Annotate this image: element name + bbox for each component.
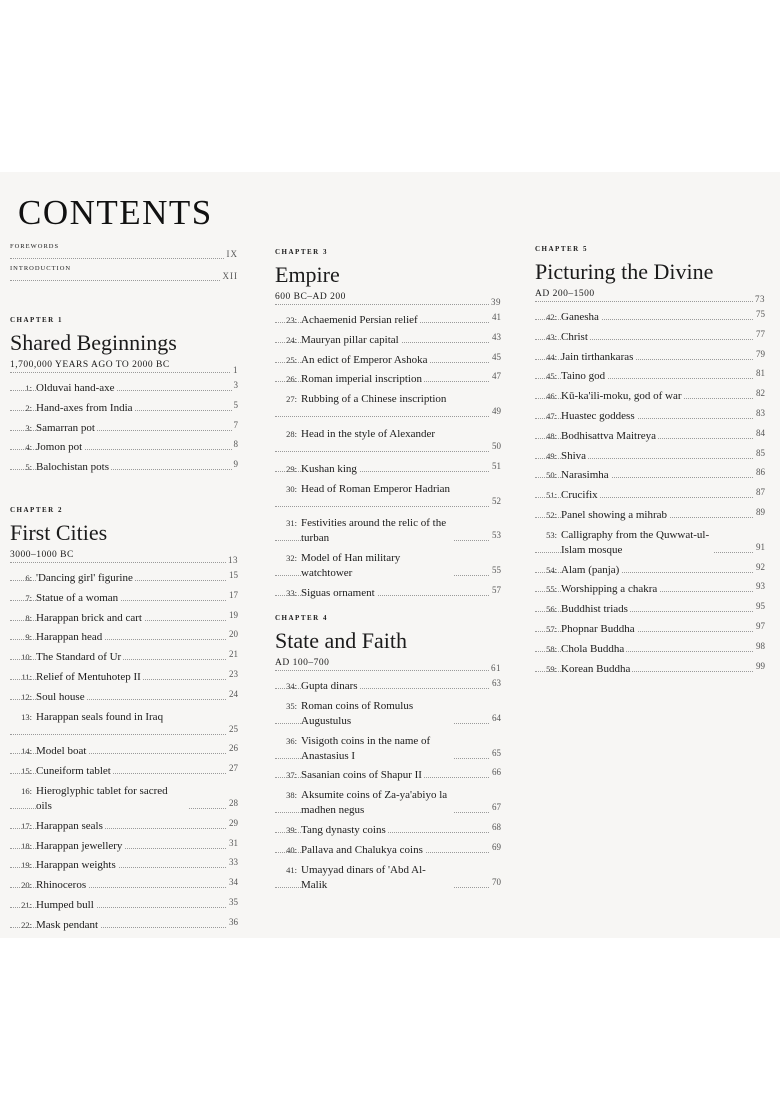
front-matter: [10, 243, 238, 287]
entry-title: Harappan jewellery: [36, 839, 123, 852]
entry-number: 2:: [25, 402, 32, 413]
entry-page: 9: [232, 457, 239, 472]
entry-page: 34: [227, 875, 238, 890]
chapter-date-range[interactable]: [10, 550, 238, 569]
entry-number: 42:: [546, 312, 557, 322]
entry-title: The Standard of Ur: [36, 651, 122, 664]
entry-number: 22:: [21, 919, 32, 930]
toc-entry[interactable]: [535, 622, 765, 637]
entry-page: 8: [232, 437, 239, 452]
entry-title: Relief of Mentuhotep II: [36, 670, 141, 683]
entry-number: 45:: [546, 371, 557, 382]
entry-number: 9:: [25, 632, 32, 643]
chapter-kicker: CHAPTER 1: [10, 316, 63, 324]
entry-number: 58:: [546, 643, 557, 654]
entry-page: 35: [227, 895, 238, 910]
entry-title: Panel showing a mihrab: [561, 508, 668, 521]
entry-page: 97: [754, 619, 765, 634]
toc-entry[interactable]: [275, 551, 501, 581]
entry-page: 85: [754, 446, 765, 461]
leader-dots: [275, 304, 501, 305]
chapter-1-section: [10, 316, 238, 480]
toc-entry[interactable]: [275, 392, 501, 422]
date-range-page: 61: [491, 663, 501, 673]
chapter-title[interactable]: Picturing the Divine: [535, 259, 714, 284]
toc-entry[interactable]: [275, 586, 501, 601]
toc-entry[interactable]: [10, 630, 238, 645]
entry-number: 59:: [546, 663, 557, 674]
date-range-label: AD 200–1500: [535, 289, 595, 299]
entry-page: 41: [490, 310, 501, 325]
entry-title: Kushan king: [301, 462, 357, 475]
toc-entry[interactable]: [535, 602, 765, 617]
entry-title: Head of Roman Emperor Hadrian: [301, 482, 451, 495]
toc-entry[interactable]: [535, 488, 765, 503]
entry-number: 52:: [546, 509, 557, 520]
entry-number: 49:: [546, 450, 557, 461]
entry-page: 7: [232, 418, 239, 433]
entry-page: 45: [490, 350, 501, 365]
entry-title: Kū-ka'ili-moku, god of war: [561, 390, 682, 403]
date-range-page: 73: [755, 294, 765, 304]
entry-title: Narasimha: [561, 469, 609, 482]
entry-page: 21: [227, 647, 238, 662]
entry-number: 8:: [25, 612, 32, 623]
chapter-date-range[interactable]: [535, 289, 765, 308]
entry-title: Korean Buddha: [561, 662, 631, 675]
toc-entry[interactable]: [10, 670, 238, 685]
toc-entry[interactable]: [275, 353, 501, 368]
front-matter-label: FOREWORDS: [10, 243, 60, 250]
leader-dots: [275, 506, 501, 507]
entry-number: 14:: [21, 746, 32, 757]
entry-page: 50: [490, 439, 501, 454]
entry-title: Achaemenid Persian relief: [301, 314, 418, 326]
entry-page: 70: [490, 875, 501, 890]
entry-page: 86: [754, 465, 765, 480]
entry-number: 36:: [286, 735, 297, 746]
entry-title: Jomon pot: [36, 441, 83, 454]
date-range-label: AD 100–700: [275, 658, 330, 668]
toc-entry[interactable]: [10, 440, 238, 455]
toc-entry[interactable]: [275, 843, 501, 858]
entry-title: Huastec goddess: [561, 409, 635, 422]
entry-title: Harappan seals found in Iraq: [36, 710, 164, 723]
toc-entry[interactable]: [535, 468, 765, 483]
toc-entry[interactable]: [10, 898, 238, 913]
entry-page: 51: [490, 459, 501, 474]
entry-page: 84: [754, 426, 765, 441]
entry-page: 17: [227, 588, 238, 603]
entry-title: Hieroglyphic tablet for sacred oils: [36, 784, 188, 814]
entry-page: 57: [490, 583, 501, 598]
entry-title: Harappan seals: [36, 819, 103, 832]
toc-entry[interactable]: [535, 330, 765, 345]
entry-page: 64: [490, 711, 501, 726]
toc-entry[interactable]: [10, 611, 238, 626]
entry-title: Jain tirthankaras: [561, 350, 634, 363]
toc-entry[interactable]: [535, 310, 765, 325]
entry-title: Worshipping a chakra: [561, 583, 658, 596]
entry-title: Roman coins of Romulus Augustulus: [301, 699, 453, 729]
entry-page: 29: [227, 816, 238, 831]
entry-page: 26: [227, 741, 238, 756]
entry-number: 53:: [546, 529, 557, 540]
entry-number: 27:: [286, 394, 297, 405]
entry-page: 67: [490, 800, 501, 815]
entry-page: 92: [754, 560, 765, 575]
column-1: [10, 243, 238, 287]
toc-entry[interactable]: [275, 788, 501, 818]
chapter-title[interactable]: State and Faith: [275, 628, 407, 653]
leader-dots: [275, 451, 501, 452]
toc-entry[interactable]: [10, 878, 238, 893]
entry-page: 31: [227, 836, 238, 851]
toc-entry[interactable]: [10, 764, 238, 779]
entry-page: 87: [754, 485, 765, 500]
entry-page: 98: [754, 639, 765, 654]
entry-number: 30:: [286, 483, 297, 494]
leader-dots: [10, 280, 238, 281]
entry-title: Tang dynasty coins: [301, 823, 386, 836]
toc-entry[interactable]: [535, 528, 765, 558]
toc-entry[interactable]: [10, 744, 238, 759]
toc-entry[interactable]: [275, 313, 501, 328]
entry-page: 91: [754, 540, 765, 555]
entry-number: 1:: [25, 383, 32, 393]
toc-entry[interactable]: [275, 679, 501, 694]
front-matter-item[interactable]: [10, 265, 238, 287]
entry-page: 19: [227, 608, 238, 623]
date-range-label: 1,700,000 YEARS AGO TO 2000 BC: [10, 360, 170, 370]
entry-page: 69: [490, 840, 501, 855]
front-matter-page: XII: [222, 271, 238, 281]
entry-number: 4:: [25, 442, 32, 453]
entry-title: An edict of Emperor Ashoka: [301, 353, 428, 366]
chapter-kicker: CHAPTER 4: [275, 614, 328, 622]
entry-title: Rhinoceros: [36, 879, 87, 892]
entry-title: Ganesha: [561, 311, 599, 323]
entry-number: 38:: [286, 790, 297, 801]
entry-number: 19:: [21, 860, 32, 871]
leader-dots: [10, 734, 238, 735]
entry-number: 35:: [286, 700, 297, 711]
entry-number: 50:: [546, 470, 557, 481]
chapter-date-range[interactable]: [275, 292, 501, 311]
toc-entry[interactable]: [275, 462, 501, 477]
entry-number: 51:: [546, 490, 557, 501]
chapter-4-section: [275, 614, 501, 897]
date-range-label: 600 BC–AD 200: [275, 292, 346, 302]
entry-page: 47: [490, 369, 501, 384]
entry-number: 28:: [286, 428, 297, 439]
toc-entry[interactable]: [275, 768, 501, 783]
entry-page: 83: [754, 406, 765, 421]
toc-entry[interactable]: [10, 401, 238, 416]
front-matter-item[interactable]: [10, 243, 238, 265]
chapter-kicker: CHAPTER 5: [535, 245, 588, 253]
front-matter-label: INTRODUCTION: [10, 265, 72, 272]
toc-entry[interactable]: [10, 784, 238, 814]
entry-title: Aksumite coins of Za-ya'abiyo la madhen negus: [301, 788, 453, 818]
toc-entry[interactable]: [10, 690, 238, 705]
chapter-kicker: CHAPTER 3: [275, 248, 328, 256]
entry-number: 31:: [286, 518, 297, 529]
toc-entry[interactable]: [275, 516, 501, 546]
entry-number: 57:: [546, 623, 557, 634]
entry-number: 56:: [546, 604, 557, 615]
date-range-page: 13: [228, 555, 238, 565]
entry-number: 7:: [25, 592, 32, 603]
toc-entry[interactable]: [535, 662, 765, 677]
entry-title: Statue of a woman: [36, 591, 119, 604]
entry-page: 68: [490, 820, 501, 835]
entry-number: 41:: [286, 864, 297, 875]
toc-entry[interactable]: [535, 642, 765, 657]
entry-number: 46:: [546, 391, 557, 402]
front-matter-page: IX: [226, 249, 238, 259]
entry-number: 11:: [21, 671, 32, 682]
entry-number: 33:: [286, 587, 297, 598]
toc-entry[interactable]: [10, 421, 238, 436]
toc-entry[interactable]: [10, 819, 238, 834]
entry-number: 3:: [25, 422, 32, 433]
toc-entry[interactable]: [10, 710, 238, 740]
entry-page: 25: [227, 722, 238, 737]
entry-page: 53: [490, 528, 501, 543]
entry-page: 93: [754, 579, 765, 594]
toc-entry[interactable]: [535, 350, 765, 365]
toc-entry[interactable]: [535, 449, 765, 464]
entry-page: 43: [490, 330, 501, 345]
toc-entry[interactable]: [10, 591, 238, 606]
entry-title: Gupta dinars: [301, 680, 358, 692]
page-title: CONTENTS: [18, 193, 213, 232]
entry-number: 12:: [21, 691, 32, 702]
chapter-title[interactable]: Empire: [275, 262, 340, 287]
entry-page: 24: [227, 687, 238, 702]
entry-page: 3: [232, 378, 239, 393]
entry-title: Siguas ornament: [301, 586, 375, 599]
entry-title: Head in the style of Alexander: [301, 427, 436, 440]
toc-entry[interactable]: [535, 508, 765, 523]
entry-title: Harappan brick and cart: [36, 611, 142, 624]
entry-number: 17:: [21, 820, 32, 831]
entry-page: 89: [754, 505, 765, 520]
entry-title: Taino god: [561, 370, 606, 383]
entry-title: Chola Buddha: [561, 642, 625, 655]
entry-title: Rubbing of a Chinese inscription: [301, 393, 447, 406]
toc-entry[interactable]: [535, 369, 765, 384]
toc-entry[interactable]: [535, 409, 765, 424]
entry-number: 16:: [21, 785, 32, 796]
entry-number: 47:: [546, 410, 557, 421]
leader-dots: [10, 258, 238, 259]
entry-title: Harappan head: [36, 631, 103, 644]
entry-page: 77: [754, 327, 765, 342]
toc-entry[interactable]: [275, 823, 501, 838]
entry-page: 65: [490, 746, 501, 761]
entry-title: Calligraphy from the Quwwat-ul-Islam mosque: [561, 528, 713, 558]
entry-page: 95: [754, 599, 765, 614]
entry-title: Balochistan pots: [36, 461, 110, 474]
toc-entry[interactable]: [275, 863, 501, 893]
entry-number: 5:: [25, 462, 32, 473]
toc-entry[interactable]: [10, 839, 238, 854]
date-range-page: 39: [491, 297, 501, 307]
leader-dots: [275, 416, 501, 417]
entry-number: 44:: [546, 351, 557, 362]
entry-title: Olduvai hand-axe: [36, 382, 115, 394]
chapter-date-range[interactable]: [10, 360, 238, 379]
toc-entry[interactable]: [10, 381, 238, 396]
entry-number: 20:: [21, 880, 32, 891]
chapter-title[interactable]: First Cities: [10, 520, 108, 545]
entry-number: 32:: [286, 553, 297, 564]
entry-page: 49: [490, 404, 501, 419]
entry-title: 'Dancing girl' figurine: [36, 572, 133, 584]
toc-entry[interactable]: [275, 427, 501, 457]
toc-entry[interactable]: [10, 650, 238, 665]
entry-page: 20: [227, 627, 238, 642]
entry-page: 28: [227, 796, 238, 811]
entry-number: 10:: [21, 652, 32, 663]
entry-title: Umayyad dinars of 'Abd Al-Malik: [301, 863, 453, 893]
entry-page: 52: [490, 494, 501, 509]
leader-dots: [10, 562, 238, 563]
leader-dots: [275, 670, 501, 671]
entry-title: Christ: [561, 330, 588, 343]
entry-page: 99: [754, 659, 765, 674]
entry-number: 18:: [21, 840, 32, 851]
date-range-label: 3000–1000 BC: [10, 550, 74, 560]
entry-title: Phopnar Buddha: [561, 622, 635, 635]
entry-number: 21:: [21, 899, 32, 910]
entry-title: Crucifix: [561, 489, 598, 502]
entry-title: Sasanian coins of Shapur II: [301, 769, 422, 782]
entry-number: 43:: [546, 331, 557, 342]
entry-number: 40:: [286, 844, 297, 855]
entry-title: Hand-axes from India: [36, 401, 133, 414]
toc-entry[interactable]: [275, 482, 501, 512]
entry-title: Model of Han military watchtower: [301, 551, 453, 581]
entry-title: Samarran pot: [36, 421, 95, 434]
entry-page: 63: [490, 676, 501, 691]
entry-number: 6:: [25, 573, 32, 583]
entry-page: 15: [227, 568, 238, 583]
entry-page: 5: [232, 398, 239, 413]
entry-number: 37:: [286, 770, 297, 781]
chapter-title[interactable]: Shared Beginnings: [10, 330, 177, 355]
leader-dots: [535, 301, 765, 302]
entry-page: 75: [754, 307, 765, 322]
toc-entry[interactable]: [275, 333, 501, 348]
entry-page: 82: [754, 386, 765, 401]
date-range-page: 1: [233, 365, 238, 375]
entry-title: Visigoth coins in the name of Anastasius I: [301, 734, 453, 764]
entry-number: 24:: [286, 334, 297, 345]
entry-page: 27: [227, 761, 238, 776]
toc-entry[interactable]: [535, 582, 765, 597]
entry-number: 23:: [286, 315, 297, 325]
entry-title: Alam (panja): [561, 563, 620, 576]
toc-entry[interactable]: [10, 571, 238, 586]
entry-number: 13:: [21, 711, 32, 722]
toc-entry[interactable]: [275, 372, 501, 387]
chapter-5-section: [535, 245, 765, 681]
entry-title: Humped bull: [36, 898, 94, 911]
entry-number: 25:: [286, 354, 297, 365]
entry-number: 54:: [546, 564, 557, 575]
entry-number: 39:: [286, 824, 297, 835]
chapter-date-range[interactable]: [275, 658, 501, 677]
entry-title: Bodhisattva Maitreya: [561, 429, 657, 442]
leader-dots: [10, 372, 238, 373]
entry-number: 26:: [286, 374, 297, 385]
entry-number: 34:: [286, 681, 297, 691]
entry-number: 48:: [546, 430, 557, 441]
entry-title: Buddhist triads: [561, 603, 628, 616]
entry-number: 55:: [546, 584, 557, 595]
entry-number: 29:: [286, 463, 297, 474]
chapter-kicker: CHAPTER 2: [10, 506, 63, 514]
chapter-3-section: [275, 248, 501, 606]
entry-page: 55: [490, 563, 501, 578]
toc-entry[interactable]: [10, 460, 238, 475]
entry-title: Soul house: [36, 690, 85, 703]
entry-title: Model boat: [36, 745, 87, 758]
entry-title: Mauryan pillar capital: [301, 333, 399, 346]
entry-page: 81: [754, 366, 765, 381]
entry-number: 15:: [21, 766, 32, 777]
chapter-2-section: [10, 506, 238, 938]
toc-entry[interactable]: [535, 389, 765, 404]
entry-page: 66: [490, 765, 501, 780]
entry-page: 36: [227, 915, 238, 930]
entry-title: Harappan weights: [36, 859, 116, 872]
entry-title: Festivities around the relic of the turban: [301, 516, 453, 546]
entry-page: 79: [754, 347, 765, 362]
entry-title: Mask pendant: [36, 918, 99, 931]
toc-entry[interactable]: [10, 918, 238, 933]
toc-entry[interactable]: [535, 429, 765, 444]
toc-entry[interactable]: [275, 699, 501, 729]
entry-page: 23: [227, 667, 238, 682]
entry-title: Cuneiform tablet: [36, 765, 111, 778]
entry-title: Pallava and Chalukya coins: [301, 843, 423, 856]
toc-entry[interactable]: [275, 734, 501, 764]
toc-entry[interactable]: [535, 563, 765, 578]
entry-title: Shiva: [561, 449, 587, 462]
toc-entry[interactable]: [10, 858, 238, 873]
entry-page: 33: [227, 855, 238, 870]
entry-title: Roman imperial inscription: [301, 373, 422, 386]
